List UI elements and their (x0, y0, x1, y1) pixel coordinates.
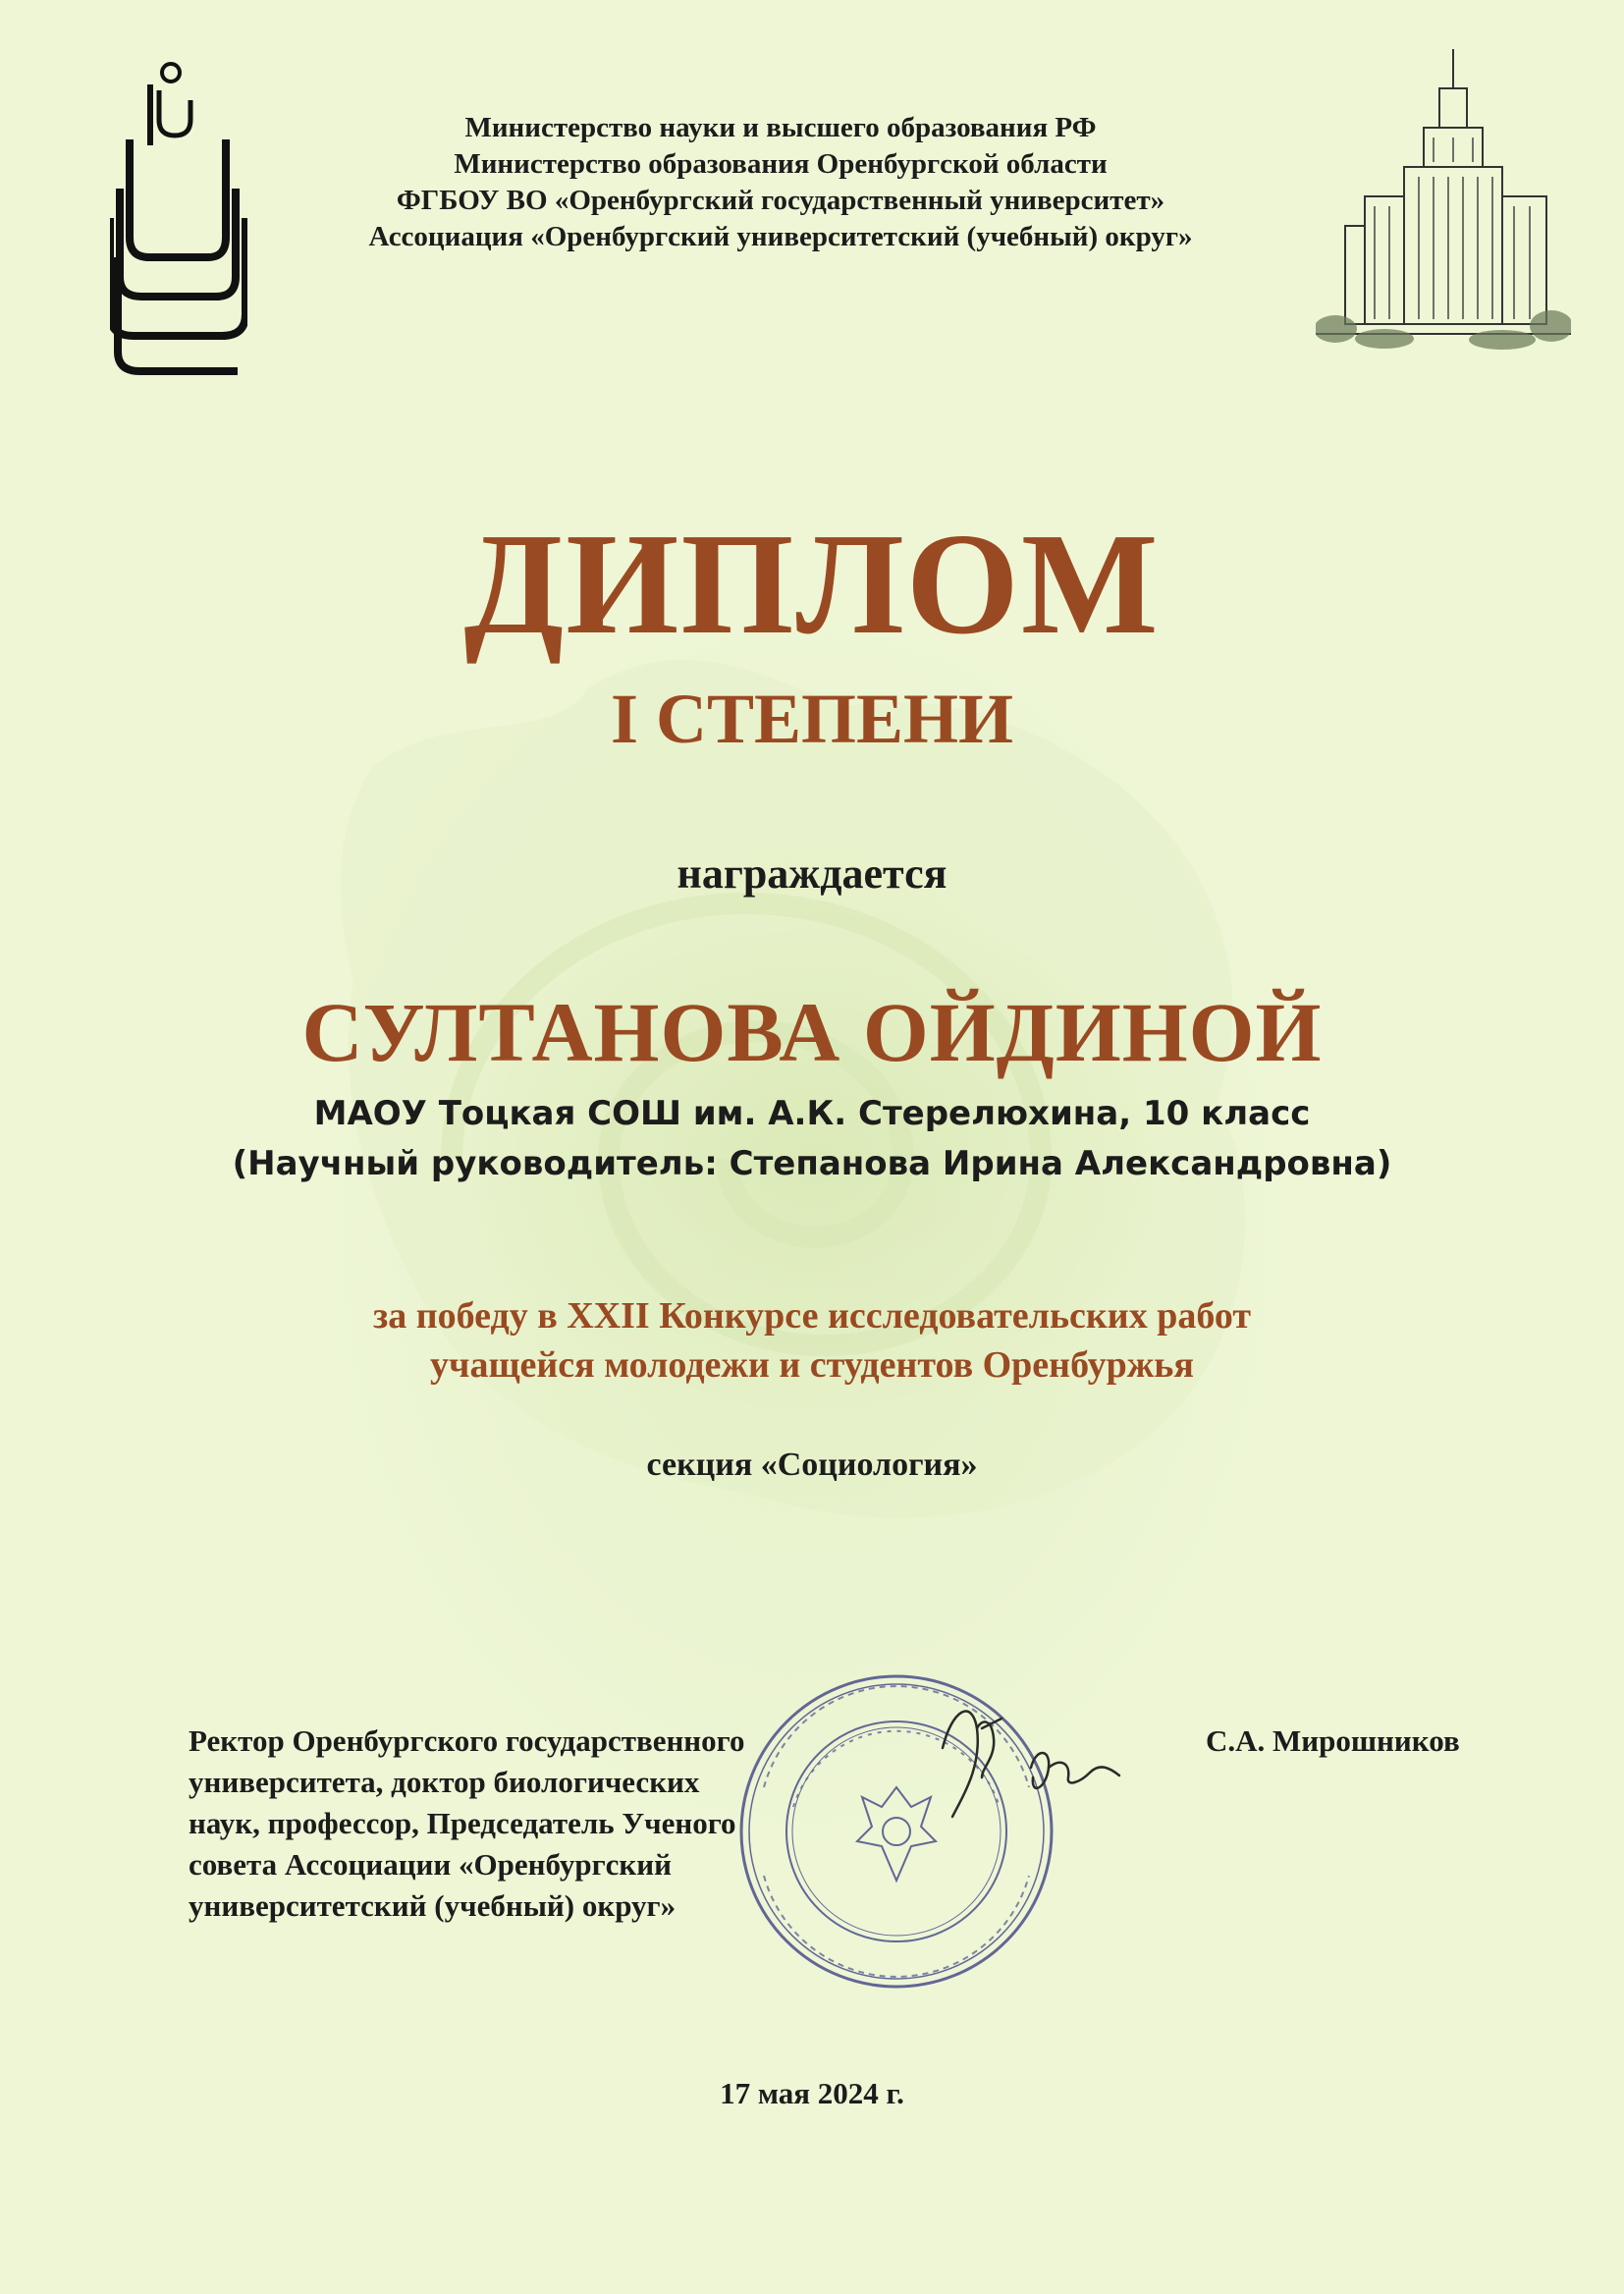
scientific-supervisor: (Научный руководитель: Степанова Ирина Александровна) (232, 1144, 1392, 1183)
award-reason-line-1: за победу в XXII Конкурсе исследовательских работ (372, 1295, 1251, 1337)
rector-name: С.А. Мирошников (1206, 1723, 1460, 1758)
header-line-university: ФГБОУ ВО «Оренбургский государственный университет» (396, 185, 1165, 216)
university-logo-icon (110, 61, 247, 375)
rector-line-1: Ректор Оренбургского государственного (189, 1723, 745, 1758)
header-line-ministry-science: Министерство науки и высшего образования РФ (464, 112, 1097, 143)
competition-section: секция «Социология» (646, 1447, 978, 1483)
rector-line-3: наук, профессор, Председатель Ученого (189, 1806, 736, 1840)
issue-date: 17 мая 2024 г. (720, 2076, 904, 2110)
recipient-name: СУЛТАНОВА ОЙДИНОЙ (301, 985, 1323, 1079)
diploma-degree: I СТЕПЕНИ (610, 680, 1014, 758)
recipient-school: МАОУ Тоцкая СОШ им. А.К. Стерелюхина, 10 класс (313, 1094, 1311, 1133)
handwritten-signature-icon (923, 1689, 1237, 1836)
rector-line-5: университетский (учебный) округ» (189, 1888, 677, 1923)
header-line-ministry-education: Министерство образования Оренбургской области (454, 148, 1108, 180)
diploma-title: ДИПЛОМ (463, 504, 1161, 665)
university-building-icon (1316, 49, 1571, 373)
rector-line-2: университета, доктор биологических (189, 1765, 700, 1799)
award-reason-line-2: учащейся молодежи и студентов Оренбуржья (430, 1344, 1194, 1386)
header-line-association: Ассоциация «Оренбургский университетский (учебный) округ» (368, 221, 1193, 252)
awarded-label: награждается (677, 849, 947, 898)
rector-line-4: совета Ассоциации «Оренбургский (189, 1847, 672, 1882)
issuing-organizations (275, 110, 1286, 255)
award-reason (0, 1291, 1624, 1390)
